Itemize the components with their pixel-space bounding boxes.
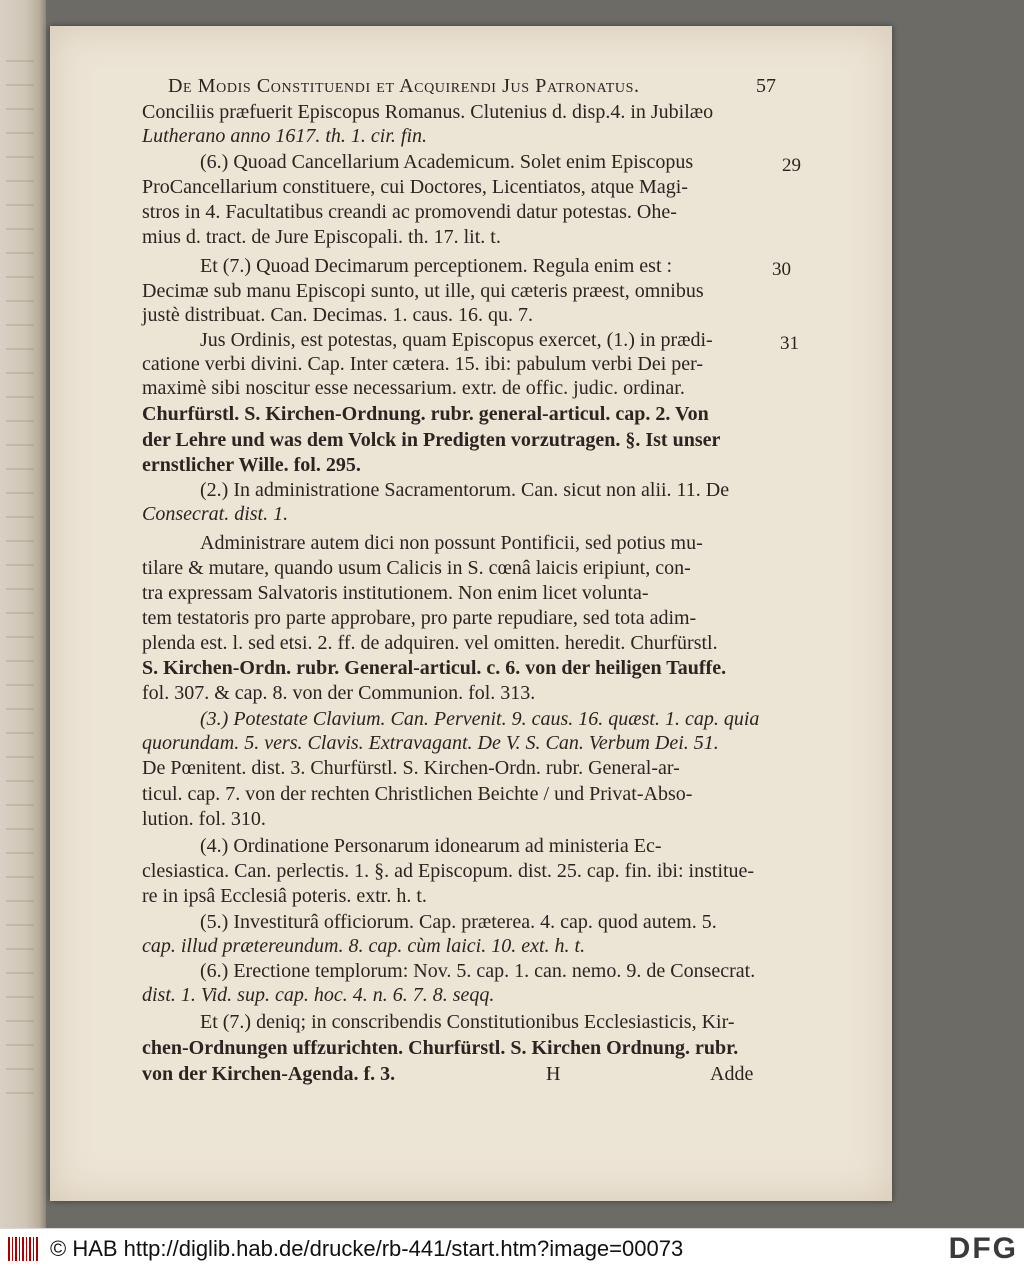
- dfg-logo: DFG: [948, 1232, 1018, 1265]
- text-line: der Lehre und was dem Volck in Predigten vorzutragen. §. Ist unser: [142, 429, 721, 451]
- source-link[interactable]: © HAB http://diglib.hab.de/drucke/rb-441/start.htm?image=00073: [50, 1236, 684, 1261]
- text-line: clesiastica. Can. perlectis. 1. §. ad Episcopum. dist. 25. cap. fin. ibi: institue-: [142, 860, 755, 882]
- text-line: chen-Ordnungen uffzurichten. Churfürstl. S. Kirchen Ordnung. rubr.: [142, 1037, 739, 1059]
- margin-number: 30: [772, 259, 791, 280]
- running-head: De Modis Constituendi et Acquirendi Jus Patronatus.: [168, 75, 640, 97]
- text-line: De Pœnitent. dist. 3. Churfürstl. S. Kirchen-Ordn. rubr. General-ar-: [142, 757, 680, 779]
- text-line: catione verbi divini. Cap. Inter cætera. 15. ibi: pabulum verbi Dei per-: [142, 353, 704, 375]
- viewer-footer: [0, 1228, 1024, 1269]
- text-line: (6.) Erectione templorum: Nov. 5. cap. 1. can. nemo. 9. de Consecrat.: [200, 960, 756, 982]
- text-line: Et (7.) Quoad Decimarum perceptionem. Regula enim est :: [200, 255, 673, 277]
- text-line: von der Kirchen-Agenda. f. 3.: [142, 1063, 396, 1085]
- text-line: tilare & mutare, quando usum Calicis in S. cœnâ laicis eripiunt, con-: [142, 557, 691, 579]
- text-line: (2.) In administratione Sacramentorum. Can. sicut non alii. 11. De: [200, 479, 730, 501]
- barcode-icon: [8, 1237, 38, 1261]
- text-line: fol. 307. & cap. 8. von der Communion. fol. 313.: [142, 682, 536, 704]
- text-line: Decimæ sub manu Episcopi sunto, ut ille, qui cæteris præest, omnibus: [142, 280, 704, 302]
- text-line: plenda est. l. sed etsi. 2. ff. de adquiren. vel omitten. heredit. Churfürstl.: [142, 632, 718, 654]
- previous-page-edge: [0, 0, 46, 1228]
- text-line: (3.) Potestate Clavium. Can. Pervenit. 9. caus. 16. quæst. 1. cap. quia: [200, 708, 760, 730]
- text-line: re in ipsâ Ecclesiâ poteris. extr. h. t.: [142, 885, 427, 907]
- text-line: Churfürstl. S. Kirchen-Ordnung. rubr. general-articul. cap. 2. Von: [142, 403, 709, 425]
- text-line: tra expressam Salvatoris institutionem. Non enim licet volunta-: [142, 582, 649, 604]
- signature-mark: H: [546, 1063, 561, 1085]
- text-line: tem testatoris pro parte approbare, pro parte repudiare, sed tota adim-: [142, 607, 697, 629]
- text-line: stros in 4. Facultatibus creandi ac promovendi datur potestas. Ohe-: [142, 201, 677, 223]
- text-line: (5.) Investiturâ officiorum. Cap. præterea. 4. cap. quod autem. 5.: [200, 911, 717, 933]
- page-number: 57: [756, 75, 776, 97]
- book-page: [50, 26, 892, 1201]
- text-line: dist. 1. Vid. sup. cap. hoc. 4. n. 6. 7. 8. seqq.: [142, 984, 495, 1006]
- text-line: justè distribuat. Can. Decimas. 1. caus. 16. qu. 7.: [142, 304, 534, 326]
- margin-number: 31: [780, 333, 799, 354]
- margin-number: 29: [782, 155, 801, 176]
- catchword: Adde: [710, 1063, 754, 1085]
- text-line: Jus Ordinis, est potestas, quam Episcopus exercet, (1.) in prædi-: [200, 329, 713, 351]
- text-line: Administrare autem dici non possunt Pontificii, sed potius mu-: [200, 532, 703, 554]
- text-line: mius d. tract. de Jure Episcopali. th. 17. lit. t.: [142, 226, 501, 248]
- text-line: lution. fol. 310.: [142, 808, 266, 830]
- text-line: S. Kirchen-Ordn. rubr. General-articul. c. 6. von der heiligen Tauffe.: [142, 657, 727, 679]
- text-line: ernstlicher Wille. fol. 295.: [142, 454, 361, 476]
- text-line: quorundam. 5. vers. Clavis. Extravagant. De V. S. Can. Verbum Dei. 51.: [142, 732, 719, 754]
- text-line: ProCancellarium constituere, cui Doctores, Licentiatos, atque Magi-: [142, 176, 688, 198]
- text-line: (4.) Ordinatione Personarum idonearum ad ministeria Ec-: [200, 835, 662, 857]
- text-line: Et (7.) deniq; in conscribendis Constitutionibus Ecclesiasticis, Kir-: [200, 1011, 735, 1033]
- text-line: cap. illud prætereundum. 8. cap. cùm laici. 10. ext. h. t.: [142, 935, 586, 957]
- text-line: maximè sibi noscitur esse necessarium. extr. de offic. judic. ordinar.: [142, 377, 685, 399]
- text-line: ticul. cap. 7. von der rechten Christlichen Beichte / und Privat-Abso-: [142, 783, 693, 805]
- text-line: Consecrat. dist. 1.: [142, 503, 289, 525]
- text-line: (6.) Quoad Cancellarium Academicum. Solet enim Episcopus: [200, 151, 694, 173]
- text-line: Conciliis præfuerit Episcopus Romanus. Clutenius d. disp.4. in Jubilæo: [142, 101, 714, 123]
- text-line: Lutherano anno 1617. th. 1. cir. fin.: [142, 125, 428, 147]
